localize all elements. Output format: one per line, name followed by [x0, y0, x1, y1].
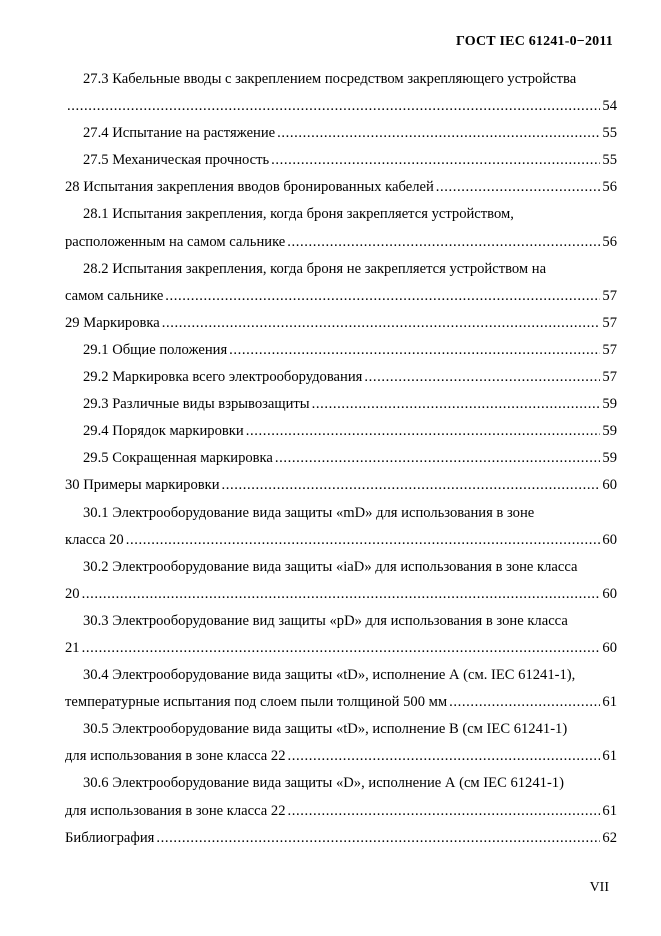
- toc-entry-29[interactable]: [65, 310, 617, 337]
- toc-entry-30-3-cont[interactable]: [65, 635, 617, 662]
- toc-page-number: 56: [602, 179, 617, 196]
- toc-entry-27-5[interactable]: [65, 147, 617, 174]
- toc-entry-29-2[interactable]: [65, 364, 617, 391]
- toc-page-number: 60: [602, 477, 617, 494]
- toc-entry-30-2[interactable]: [65, 554, 617, 581]
- toc-entry-30[interactable]: [65, 472, 617, 499]
- toc-page-number: 55: [602, 152, 617, 169]
- toc-entry-title: 28.1 Испытания закрепления, когда броня закрепляется устройством,: [83, 206, 514, 223]
- toc-entry-30-3[interactable]: [65, 608, 617, 635]
- toc-page-number: 59: [602, 450, 617, 467]
- toc-entry-28-2-cont[interactable]: [65, 283, 617, 310]
- toc-entry-29-3[interactable]: [65, 391, 617, 418]
- toc-entry-29-4[interactable]: [65, 418, 617, 445]
- toc-entry-30-4-cont[interactable]: [65, 689, 617, 716]
- toc-entry-29-1[interactable]: [65, 337, 617, 364]
- toc-page-number: 61: [602, 748, 617, 765]
- dot-leader: [82, 635, 601, 662]
- table-of-contents: [65, 66, 617, 852]
- dot-leader: [288, 743, 601, 770]
- dot-leader: [449, 689, 600, 716]
- toc-entry-title: 27.3 Кабельные вводы с закреплением посредством закрепляющего устройства: [83, 71, 577, 87]
- toc-entry-title: 30.6 Электрооборудование вида защиты «D», исполнение А (см IEC 61241-1): [83, 775, 564, 792]
- toc-entry-30-1-cont[interactable]: [65, 527, 617, 554]
- dot-leader: [165, 283, 600, 310]
- toc-entry-title: 30 Примеры маркировки: [65, 477, 220, 494]
- dot-leader: [126, 527, 601, 554]
- dot-leader: [67, 93, 600, 120]
- toc-entry-bibliography[interactable]: [65, 825, 617, 852]
- toc-entry-30-2-cont[interactable]: [65, 581, 617, 608]
- toc-entry-28-1-cont[interactable]: [65, 229, 617, 256]
- toc-entry-27-4[interactable]: [65, 120, 617, 147]
- toc-page-number: 61: [602, 802, 617, 819]
- toc-entry-27-3[interactable]: [65, 66, 617, 93]
- toc-page-number: 60: [602, 585, 617, 602]
- toc-entry-30-5-cont[interactable]: [65, 743, 617, 770]
- toc-entry-title: 27.4 Испытание на растяжение: [83, 125, 276, 142]
- toc-entry-30-4[interactable]: [65, 662, 617, 689]
- toc-page-number: 59: [602, 423, 617, 440]
- toc-entry-30-6-cont[interactable]: [65, 798, 617, 825]
- dot-leader: [229, 337, 600, 364]
- toc-entry-title: 30.1 Электрооборудование вида защиты «mD» для использования в зоне: [83, 504, 535, 521]
- toc-entry-28[interactable]: [65, 174, 617, 201]
- toc-page-number: 54: [602, 98, 617, 115]
- toc-entry-title: 30.3 Электрооборудование вид защиты «pD» для использования в зоне класса: [83, 612, 568, 629]
- dot-leader: [436, 174, 601, 201]
- toc-page-number: 57: [602, 341, 617, 358]
- toc-page-number: 60: [602, 531, 617, 548]
- toc-page-number: 57: [602, 369, 617, 386]
- toc-entry-title-cont: самом сальнике: [65, 287, 164, 304]
- toc-entry-27-3-cont[interactable]: [65, 93, 617, 120]
- toc-entry-title: 29.1 Общие положения: [83, 341, 228, 358]
- toc-entry-title: 28 Испытания закрепления вводов бронированных кабелей: [65, 179, 434, 196]
- toc-page-number: 55: [602, 125, 617, 142]
- toc-entry-title: 29 Маркировка: [65, 314, 160, 331]
- document-code-header: ГОСТ IEC 61241-0−2011: [455, 34, 613, 49]
- dot-leader: [222, 472, 601, 499]
- toc-entry-title-cont: расположенным на самом сальнике: [65, 233, 286, 250]
- dot-leader: [156, 825, 600, 852]
- toc-entry-title-cont: класса 20: [65, 531, 124, 548]
- toc-page-number: 60: [602, 639, 617, 656]
- toc-entry-title: 29.5 Сокращенная маркировка: [83, 450, 273, 467]
- toc-page-number: 61: [602, 694, 617, 711]
- dot-leader: [162, 310, 601, 337]
- toc-entry-title-cont: 21: [65, 639, 80, 656]
- dot-leader: [312, 391, 601, 418]
- dot-leader: [82, 581, 601, 608]
- toc-entry-title: Библиография: [65, 829, 155, 846]
- toc-entry-title: 30.2 Электрооборудование вида защиты «iaD» для использования в зоне класса: [83, 558, 578, 575]
- toc-page-number: 59: [602, 396, 617, 413]
- dot-leader: [246, 418, 601, 445]
- toc-entry-30-5[interactable]: [65, 716, 617, 743]
- toc-page-number: 57: [602, 287, 617, 304]
- toc-entry-title: 29.2 Маркировка всего электрооборудования: [83, 369, 363, 386]
- toc-entry-title: 27.5 Механическая прочность: [83, 152, 270, 169]
- dot-leader: [275, 445, 601, 472]
- toc-entry-title-cont: для использования в зоне класса 22: [65, 802, 286, 819]
- dot-leader: [287, 229, 600, 256]
- toc-entry-title: 28.2 Испытания закрепления, когда броня не закрепляется устройством на: [83, 260, 547, 277]
- page-number-footer: VII: [589, 880, 609, 895]
- toc-entry-title: 30.5 Электрооборудование вида защиты «tD», исполнение В (см IEC 61241-1): [83, 721, 568, 738]
- toc-entry-title: 30.4 Электрооборудование вида защиты «tD», исполнение А (см. IEC 61241-1),: [83, 667, 576, 684]
- toc-page-number: 57: [602, 314, 617, 331]
- dot-leader: [271, 147, 600, 174]
- toc-page-number: 62: [602, 829, 617, 846]
- toc-entry-29-5[interactable]: [65, 445, 617, 472]
- toc-entry-title-cont: для использования в зоне класса 22: [65, 748, 286, 765]
- dot-leader: [277, 120, 600, 147]
- toc-entry-title: 29.4 Порядок маркировки: [83, 423, 244, 440]
- toc-page-number: 56: [602, 233, 617, 250]
- dot-leader: [288, 798, 601, 825]
- toc-entry-title-cont: температурные испытания под слоем пыли толщиной 500 мм: [65, 694, 448, 711]
- toc-entry-28-1[interactable]: [65, 201, 617, 228]
- toc-entry-30-1[interactable]: [65, 500, 617, 527]
- toc-entry-title: 29.3 Различные виды взрывозащиты: [83, 396, 310, 413]
- toc-entry-title-cont: 20: [65, 585, 80, 602]
- toc-entry-30-6[interactable]: [65, 770, 617, 797]
- dot-leader: [364, 364, 600, 391]
- toc-entry-28-2[interactable]: [65, 256, 617, 283]
